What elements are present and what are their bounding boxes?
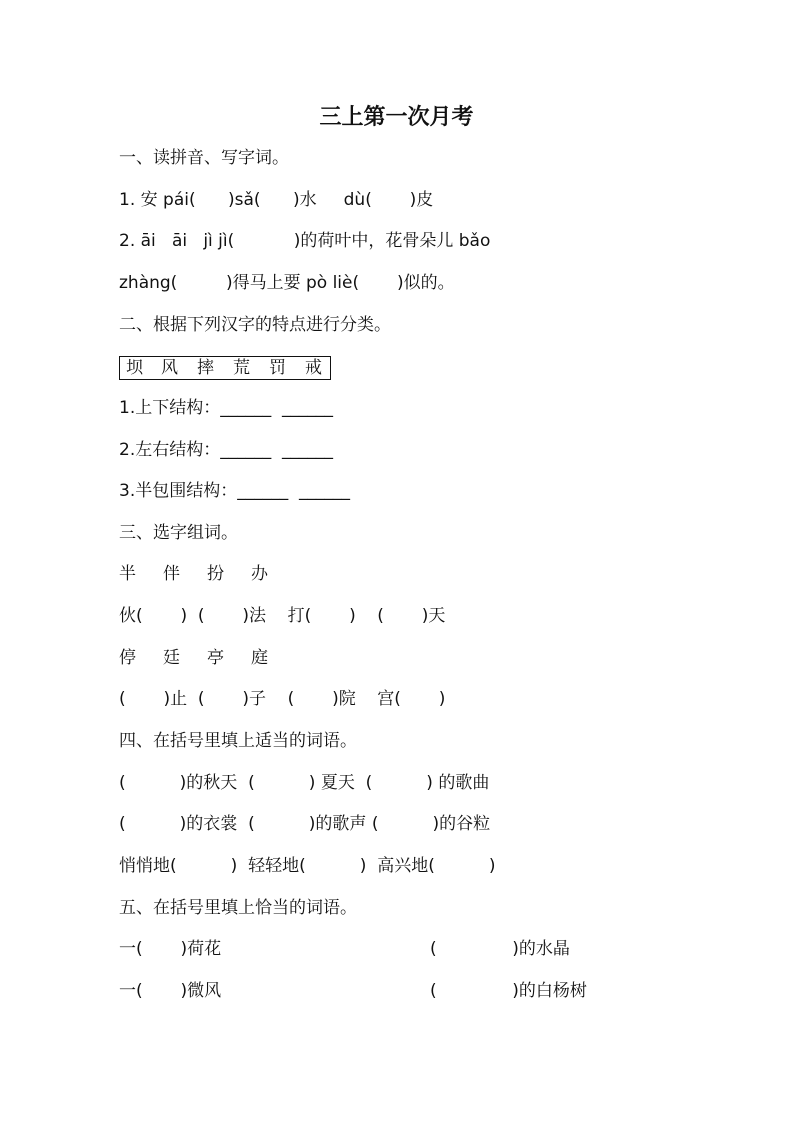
adjective-1: ( )的水晶 — [430, 939, 570, 959]
classify-top-bottom: 1.上下结构：______ ______ — [119, 398, 334, 418]
char-1: 坝 — [126, 358, 143, 378]
section-1-heading: 一、读拼音、写字词。 — [119, 148, 289, 168]
char-3: 摔 — [197, 358, 214, 378]
word-blanks-1: 伙( ) ( )法 打( ) ( )天 — [119, 606, 446, 626]
section-3-heading: 三、选字组词。 — [119, 523, 238, 543]
char-2: 风 — [161, 358, 178, 378]
fill-row-1: ( )的秋天 ( ) 夏天 ( ) 的歌曲 — [119, 773, 490, 793]
measure-word-1: 一( )荷花 — [119, 939, 222, 959]
char-options-1: 半 伴 扮 办 — [119, 564, 269, 584]
section-4-heading: 四、在括号里填上适当的词语。 — [119, 731, 357, 751]
question-1-line-1: 1. 安 pái( )sǎ( )水 dù( )皮 — [119, 190, 434, 210]
fill-row-2: ( )的衣裳 ( )的歌声 ( )的谷粒 — [119, 814, 491, 834]
classify-left-right: 2.左右结构：______ ______ — [119, 440, 334, 460]
fill-row-3: 悄悄地( ) 轻轻地( ) 高兴地( ) — [119, 856, 496, 876]
char-4: 荒 — [233, 358, 250, 378]
classify-half-enclosed: 3.半包围结构：______ ______ — [119, 481, 351, 501]
char-options-2: 停 廷 亭 庭 — [119, 648, 269, 668]
word-blanks-2: ( )止 ( )子 ( )院 宫( ) — [119, 689, 446, 709]
char-6: 戒 — [305, 358, 322, 378]
section-2-heading: 二、根据下列汉字的特点进行分类。 — [119, 315, 391, 335]
question-1-line-3: zhàng( )得马上要 pò liè( )似的。 — [119, 273, 455, 293]
adjective-2: ( )的白杨树 — [430, 981, 587, 1001]
character-box — [119, 356, 331, 380]
measure-word-2: 一( )微风 — [119, 981, 222, 1001]
section-5-heading: 五、在括号里填上恰当的词语。 — [119, 898, 357, 918]
question-1-line-2: 2. āi āi jì jì( )的荷叶中，花骨朵儿 bǎo — [119, 231, 491, 251]
page-title: 三上第一次月考 — [319, 104, 474, 130]
char-5: 罚 — [269, 358, 286, 378]
